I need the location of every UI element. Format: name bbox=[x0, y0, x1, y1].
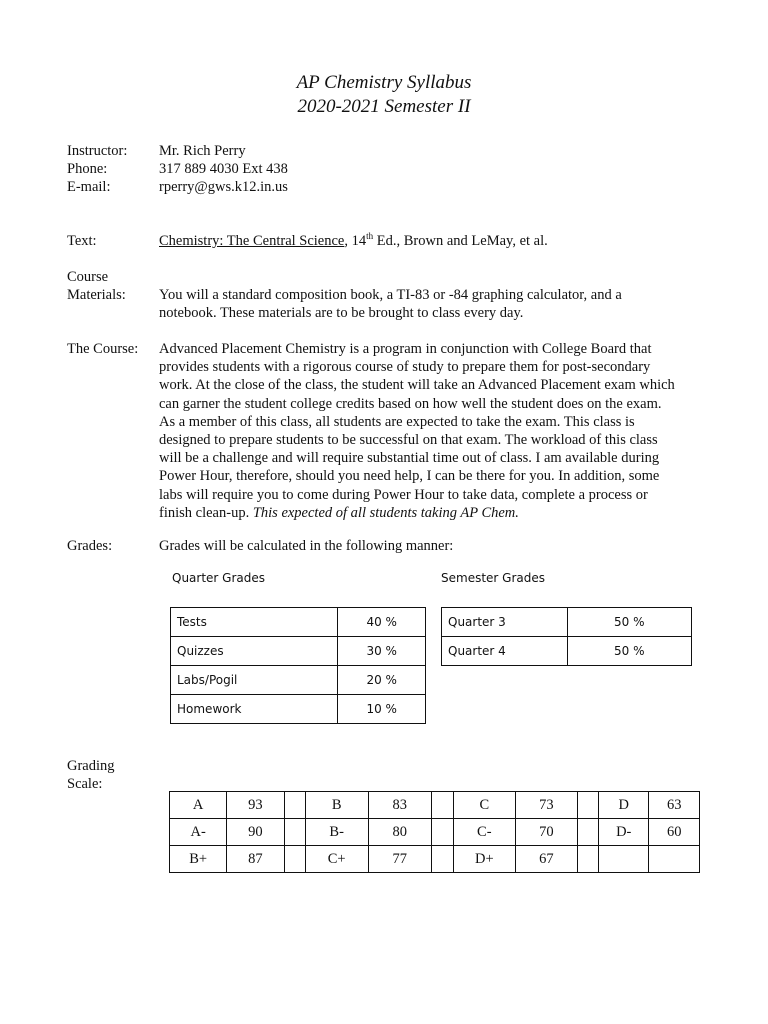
semester-grades-table bbox=[441, 607, 692, 666]
document-subtitle: 2020-2021 Semester II bbox=[297, 96, 471, 117]
grade-letter: D- bbox=[598, 819, 649, 846]
spacer-cell bbox=[577, 846, 598, 873]
grade-letter: B- bbox=[305, 819, 368, 846]
spacer-cell bbox=[284, 792, 305, 819]
grading-scale-label-line2: Scale: bbox=[67, 776, 103, 792]
quarter-category: Homework bbox=[171, 695, 338, 724]
quarter-weight: 30 % bbox=[338, 637, 426, 666]
grade-letter: C bbox=[453, 792, 515, 819]
spacer-cell bbox=[284, 846, 305, 873]
course-line: As a member of this class, all students are expected to take the exam. This class is bbox=[159, 413, 635, 430]
table-row bbox=[442, 608, 692, 637]
edition-superscript: th bbox=[366, 231, 374, 242]
course-line: Advanced Placement Chemistry is a program in conjunction with College Board that bbox=[159, 341, 652, 357]
table-row bbox=[171, 637, 426, 666]
semester-category: Quarter 4 bbox=[442, 637, 568, 666]
materials-line: You will a standard composition book, a TI-83 or -84 graphing calculator, and a bbox=[159, 287, 622, 303]
phone-label: Phone: bbox=[67, 161, 108, 177]
semester-weight: 50 % bbox=[567, 637, 691, 666]
table-row bbox=[170, 846, 700, 873]
grade-letter: B+ bbox=[170, 846, 227, 873]
course-line: work. At the close of the class, the student will take an Advanced Placement exam which bbox=[159, 377, 675, 394]
quarter-weight: 10 % bbox=[338, 695, 426, 724]
grade-letter: A bbox=[170, 792, 227, 819]
materials-label-line1: Course bbox=[67, 269, 109, 285]
grade-letter: C- bbox=[453, 819, 515, 846]
edition-rest: Ed., Brown and LeMay, et al. bbox=[373, 233, 548, 249]
grade-cutoff: 77 bbox=[368, 846, 431, 873]
grade-letter: C+ bbox=[305, 846, 368, 873]
grade-cutoff: 93 bbox=[227, 792, 284, 819]
grade-cutoff: 63 bbox=[649, 792, 700, 819]
grade-cutoff bbox=[649, 846, 700, 873]
spacer-cell bbox=[431, 819, 453, 846]
spacer-cell bbox=[577, 792, 598, 819]
email-label: E-mail: bbox=[67, 179, 111, 195]
quarter-category: Tests bbox=[171, 608, 338, 637]
materials-paragraph bbox=[159, 286, 704, 322]
spacer-cell bbox=[284, 819, 305, 846]
grades-intro: Grades will be calculated in the following manner: bbox=[159, 538, 454, 554]
grading-scale-label-line1: Grading bbox=[67, 758, 115, 774]
table-row bbox=[171, 666, 426, 695]
course-line: Power Hour, therefore, should you need help, I can be there for you. In addition, some bbox=[159, 468, 660, 485]
semester-category: Quarter 3 bbox=[442, 608, 568, 637]
document-title: AP Chemistry Syllabus bbox=[296, 72, 472, 93]
grade-cutoff: 87 bbox=[227, 846, 284, 873]
course-line: labs will require you to come during Power Hour to take data, complete a process or bbox=[159, 486, 648, 503]
course-line-last bbox=[159, 504, 704, 522]
grade-letter: D bbox=[598, 792, 649, 819]
table-row bbox=[442, 637, 692, 666]
grades-label: Grades: bbox=[67, 538, 113, 554]
grade-cutoff: 83 bbox=[368, 792, 431, 819]
grade-cutoff: 90 bbox=[227, 819, 284, 846]
spacer-cell bbox=[431, 846, 453, 873]
course-line: designed to prepare students to be successful on that exam. The workload of this class bbox=[159, 431, 658, 448]
grade-cutoff: 70 bbox=[515, 819, 577, 846]
materials-line: notebook. These materials are to be brought to class every day. bbox=[159, 305, 524, 322]
grading-scale-table bbox=[169, 791, 700, 873]
instructor-name: Mr. Rich Perry bbox=[159, 143, 246, 159]
course-paragraph bbox=[159, 340, 704, 522]
edition-prefix: , 14 bbox=[344, 233, 367, 249]
materials-label-line2: Materials: bbox=[67, 287, 126, 303]
quarter-grades-caption: Quarter Grades bbox=[172, 571, 266, 585]
table-row bbox=[170, 792, 700, 819]
course-last-plain: finish clean-up. bbox=[159, 504, 253, 521]
course-last-italic: This expected of all students taking AP Chem. bbox=[252, 504, 519, 521]
quarter-category: Labs/Pogil bbox=[171, 666, 338, 695]
quarter-grades-table bbox=[170, 607, 426, 724]
course-line: will be a challenge and will require substantial time out of class. I am available during bbox=[159, 450, 660, 467]
grade-letter: A- bbox=[170, 819, 227, 846]
grade-cutoff: 80 bbox=[368, 819, 431, 846]
textbook-title: Chemistry: The Central Science bbox=[159, 233, 345, 249]
table-row bbox=[170, 819, 700, 846]
course-line: can garner the student college credits based on how well the student does on the exam. bbox=[159, 395, 662, 412]
email-address: rperry@gws.k12.in.us bbox=[159, 179, 288, 195]
quarter-weight: 20 % bbox=[338, 666, 426, 695]
grade-letter bbox=[598, 846, 649, 873]
text-label: Text: bbox=[67, 233, 97, 249]
spacer-cell bbox=[577, 819, 598, 846]
textbook-line bbox=[159, 232, 548, 250]
instructor-label: Instructor: bbox=[67, 143, 128, 159]
course-label: The Course: bbox=[67, 341, 139, 357]
semester-weight: 50 % bbox=[567, 608, 691, 637]
grade-cutoff: 60 bbox=[649, 819, 700, 846]
semester-grades-caption: Semester Grades bbox=[441, 571, 545, 585]
table-row bbox=[171, 695, 426, 724]
course-line: provides students with a rigorous course of study to prepare them for post-secondary bbox=[159, 359, 651, 376]
quarter-category: Quizzes bbox=[171, 637, 338, 666]
grade-cutoff: 67 bbox=[515, 846, 577, 873]
grade-cutoff: 73 bbox=[515, 792, 577, 819]
spacer-cell bbox=[431, 792, 453, 819]
grade-letter: D+ bbox=[453, 846, 515, 873]
phone-number: 317 889 4030 Ext 438 bbox=[159, 161, 288, 177]
grade-letter: B bbox=[305, 792, 368, 819]
quarter-weight: 40 % bbox=[338, 608, 426, 637]
table-row bbox=[171, 608, 426, 637]
